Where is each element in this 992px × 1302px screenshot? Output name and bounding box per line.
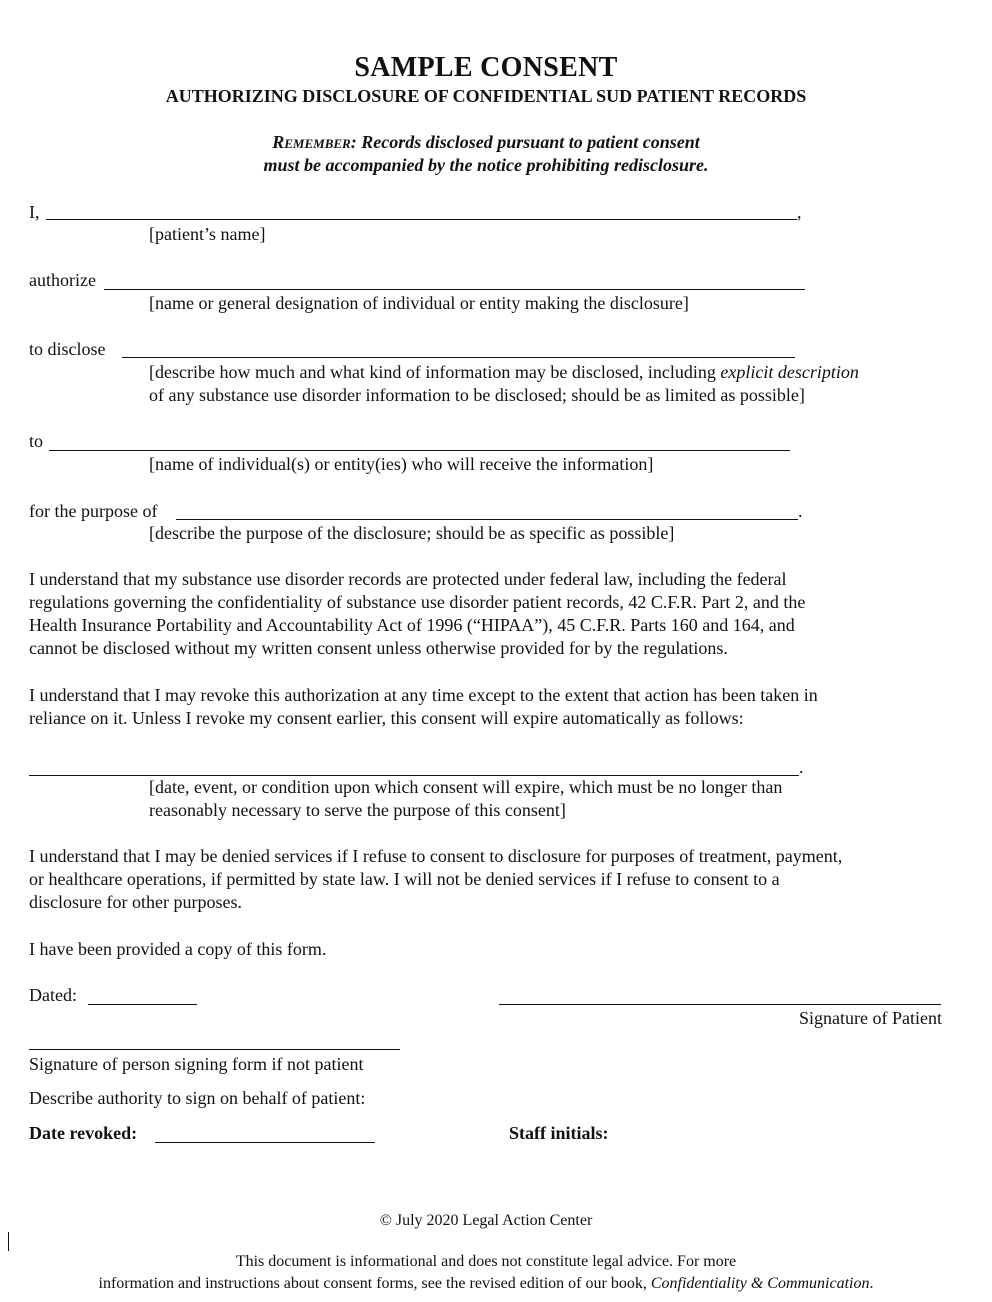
authorize-hint: [name or general designation of individual or entity making the disclosure] <box>149 293 689 313</box>
federal-law-line: I understand that my substance use disorder records are protected under federal law, including the federal <box>29 569 787 589</box>
purpose-label: for the purpose of <box>29 501 158 521</box>
purpose-hint: [describe the purpose of the disclosure; should be as specific as possible] <box>149 523 675 543</box>
disclose-field[interactable] <box>122 357 795 358</box>
book-title: Confidentiality & Communication <box>650 1275 870 1292</box>
patient-suffix: , <box>797 202 802 222</box>
remember-note <box>0 131 972 154</box>
revoke-line: reliance on it. Unless I revoke my consent earlier, this consent will expire automatically as follows: <box>29 708 744 728</box>
other-signer-signature-field[interactable] <box>29 1049 400 1050</box>
expiration-suffix: . <box>799 757 804 777</box>
patient-signature-label: Signature of Patient <box>799 1008 942 1028</box>
purpose-suffix: . <box>798 501 803 521</box>
footer-line-2 <box>0 1273 972 1295</box>
other-signer-label: Signature of person signing form if not patient <box>29 1054 364 1074</box>
expiration-hint-line-1: [date, event, or condition upon which consent will expire, which must be no longer than <box>149 777 783 797</box>
to-label: to <box>29 431 44 451</box>
federal-law-line: regulations governing the confidentiality of substance use disorder patient records, 42 C.F.R. Part 2, and the <box>29 592 806 612</box>
federal-law-line: Health Insurance Portability and Accountability Act of 1996 (“HIPAA”), 45 C.F.R. Parts 160 and 164, and <box>29 615 795 635</box>
authorize-label: authorize <box>29 270 96 290</box>
disclose-hint-line-2: of any substance use disorder information to be disclosed; should be as limited as possible] <box>149 385 805 405</box>
page-subtitle: AUTHORIZING DISCLOSURE OF CONFIDENTIAL SUD PATIENT RECORDS <box>165 86 807 106</box>
authorize-field[interactable] <box>104 289 805 290</box>
remember-line-1: Records disclosed pursuant to patient consent <box>356 132 700 152</box>
footer-info-text: information and instructions about consent forms, see the revised edition of our book, <box>98 1275 651 1292</box>
revoke-line: I understand that I may revoke this authorization at any time except to the extent that action has been taken in <box>29 685 818 705</box>
dated-label: Dated: <box>29 985 77 1005</box>
denied-line: disclosure for other purposes. <box>29 892 242 912</box>
purpose-field[interactable] <box>176 519 798 520</box>
denied-line: I understand that I may be denied services if I refuse to consent to disclosure for purposes of treatment, payment, <box>29 846 843 866</box>
federal-law-line: cannot be disclosed without my written consent unless otherwise provided for by the regulations. <box>29 638 728 658</box>
page-title: SAMPLE CONSENT <box>354 52 618 83</box>
remember-line-2: must be accompanied by the notice prohibiting redisclosure. <box>263 155 709 175</box>
date-revoked-label: Date revoked: <box>29 1123 138 1143</box>
staff-initials-label: Staff initials: <box>509 1123 609 1143</box>
patient-name-hint: [patient’s name] <box>149 224 266 244</box>
disclose-label: to disclose <box>29 339 106 359</box>
patient-name-field[interactable] <box>46 219 797 220</box>
dated-field[interactable] <box>88 1004 197 1005</box>
denied-services-paragraph <box>29 845 959 914</box>
revoke-paragraph <box>29 684 959 730</box>
footer-period: . <box>869 1275 874 1292</box>
disclose-hint-text: [describe how much and what kind of information may be disclosed, including <box>149 362 721 382</box>
date-revoked-field[interactable] <box>155 1142 375 1143</box>
authority-label: Describe authority to sign on behalf of patient: <box>29 1088 366 1108</box>
disclaimer-text: This document is informational and does not constitute legal advice. For more <box>235 1253 737 1270</box>
copy-provided-statement: I have been provided a copy of this form. <box>29 939 327 959</box>
footer-divider <box>8 1232 9 1251</box>
federal-law-paragraph <box>29 568 959 660</box>
footer <box>0 1210 972 1295</box>
disclose-hint-emphasis: explicit description <box>720 362 859 382</box>
footer-line-1 <box>0 1210 972 1273</box>
denied-line: or healthcare operations, if permitted by state law. I will not be denied services if I refuse to consent to a <box>29 869 780 889</box>
recipient-hint: [name of individual(s) or entity(ies) who will receive the information] <box>149 454 654 474</box>
recipient-field[interactable] <box>49 450 790 451</box>
copyright-text: © July 2020 Legal Action Center <box>379 1212 593 1229</box>
disclose-hint-line-1 <box>149 361 859 384</box>
patient-prefix: I, <box>29 202 40 222</box>
remember-label: Remember: <box>272 132 357 152</box>
expiration-hint-line-2: reasonably necessary to serve the purpose of this consent] <box>149 800 566 820</box>
patient-signature-field[interactable] <box>499 1004 941 1005</box>
